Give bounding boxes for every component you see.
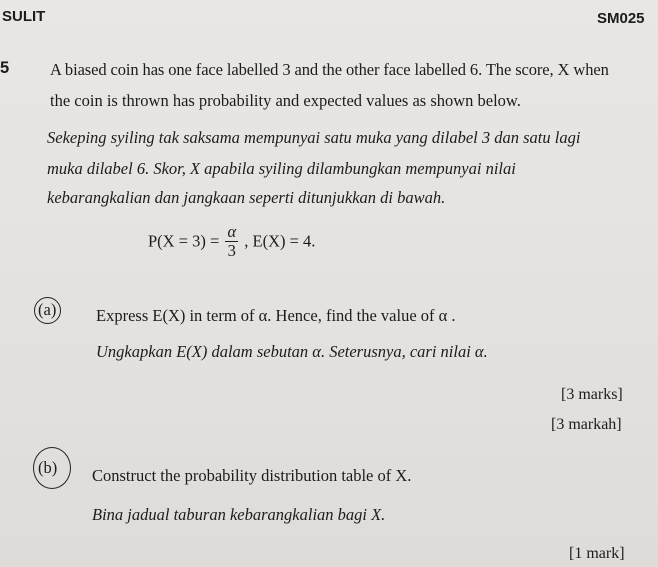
part-a-marks-en xyxy=(561,386,623,404)
question-en-line-2: the coin is thrown has probability and expected values as shown below. xyxy=(50,91,521,110)
header-right: SM025 xyxy=(597,10,645,27)
part-b-label: (b) xyxy=(38,458,58,477)
header-left: SULIT xyxy=(2,8,46,25)
part-a-marks-ms xyxy=(551,416,622,434)
part-a-en: Express E(X) in term of α. Hence, find the value of α . xyxy=(96,306,456,325)
formula-fraction-denominator: 3 xyxy=(227,241,236,260)
part-a-marks-en-text: [3 marks] xyxy=(561,386,623,403)
part-b-marks-en-text: [1 mark] xyxy=(569,545,625,562)
question-ms-line-1: Sekeping syiling tak saksama mempunyai satu muka yang dilabel 3 dan satu lagi xyxy=(47,128,581,147)
part-b-en: Construct the probability distribution table of X. xyxy=(92,466,412,485)
part-a-label: (a) xyxy=(38,300,57,319)
formula xyxy=(148,223,315,260)
part-a-ms: Ungkapkan E(X) dalam sebutan α. Seterusnya, cari nilai α. xyxy=(96,342,488,361)
question-number: 5 xyxy=(0,59,10,77)
formula-fraction xyxy=(225,223,238,260)
question-en-line-1: A biased coin has one face labelled 3 and the other face labelled 6. The score, X when xyxy=(50,60,609,79)
question-ms-line-2: muka dilabel 6. Skor, X apabila syiling dilambungkan mempunyai nilai xyxy=(47,159,516,178)
part-b-ms: Bina jadual taburan kebarangkalian bagi X. xyxy=(92,505,386,524)
question-ms-line-3: kebarangkalian dan jangkaan seperti ditunjukkan di bawah. xyxy=(47,188,446,207)
formula-right: , E(X) = 4. xyxy=(244,231,316,251)
formula-left: P(X = 3) = xyxy=(148,231,220,251)
part-b-marks-en xyxy=(569,545,625,563)
formula-fraction-numerator: α xyxy=(227,222,237,241)
part-a-marks-ms-text: [3 markah] xyxy=(551,416,622,433)
